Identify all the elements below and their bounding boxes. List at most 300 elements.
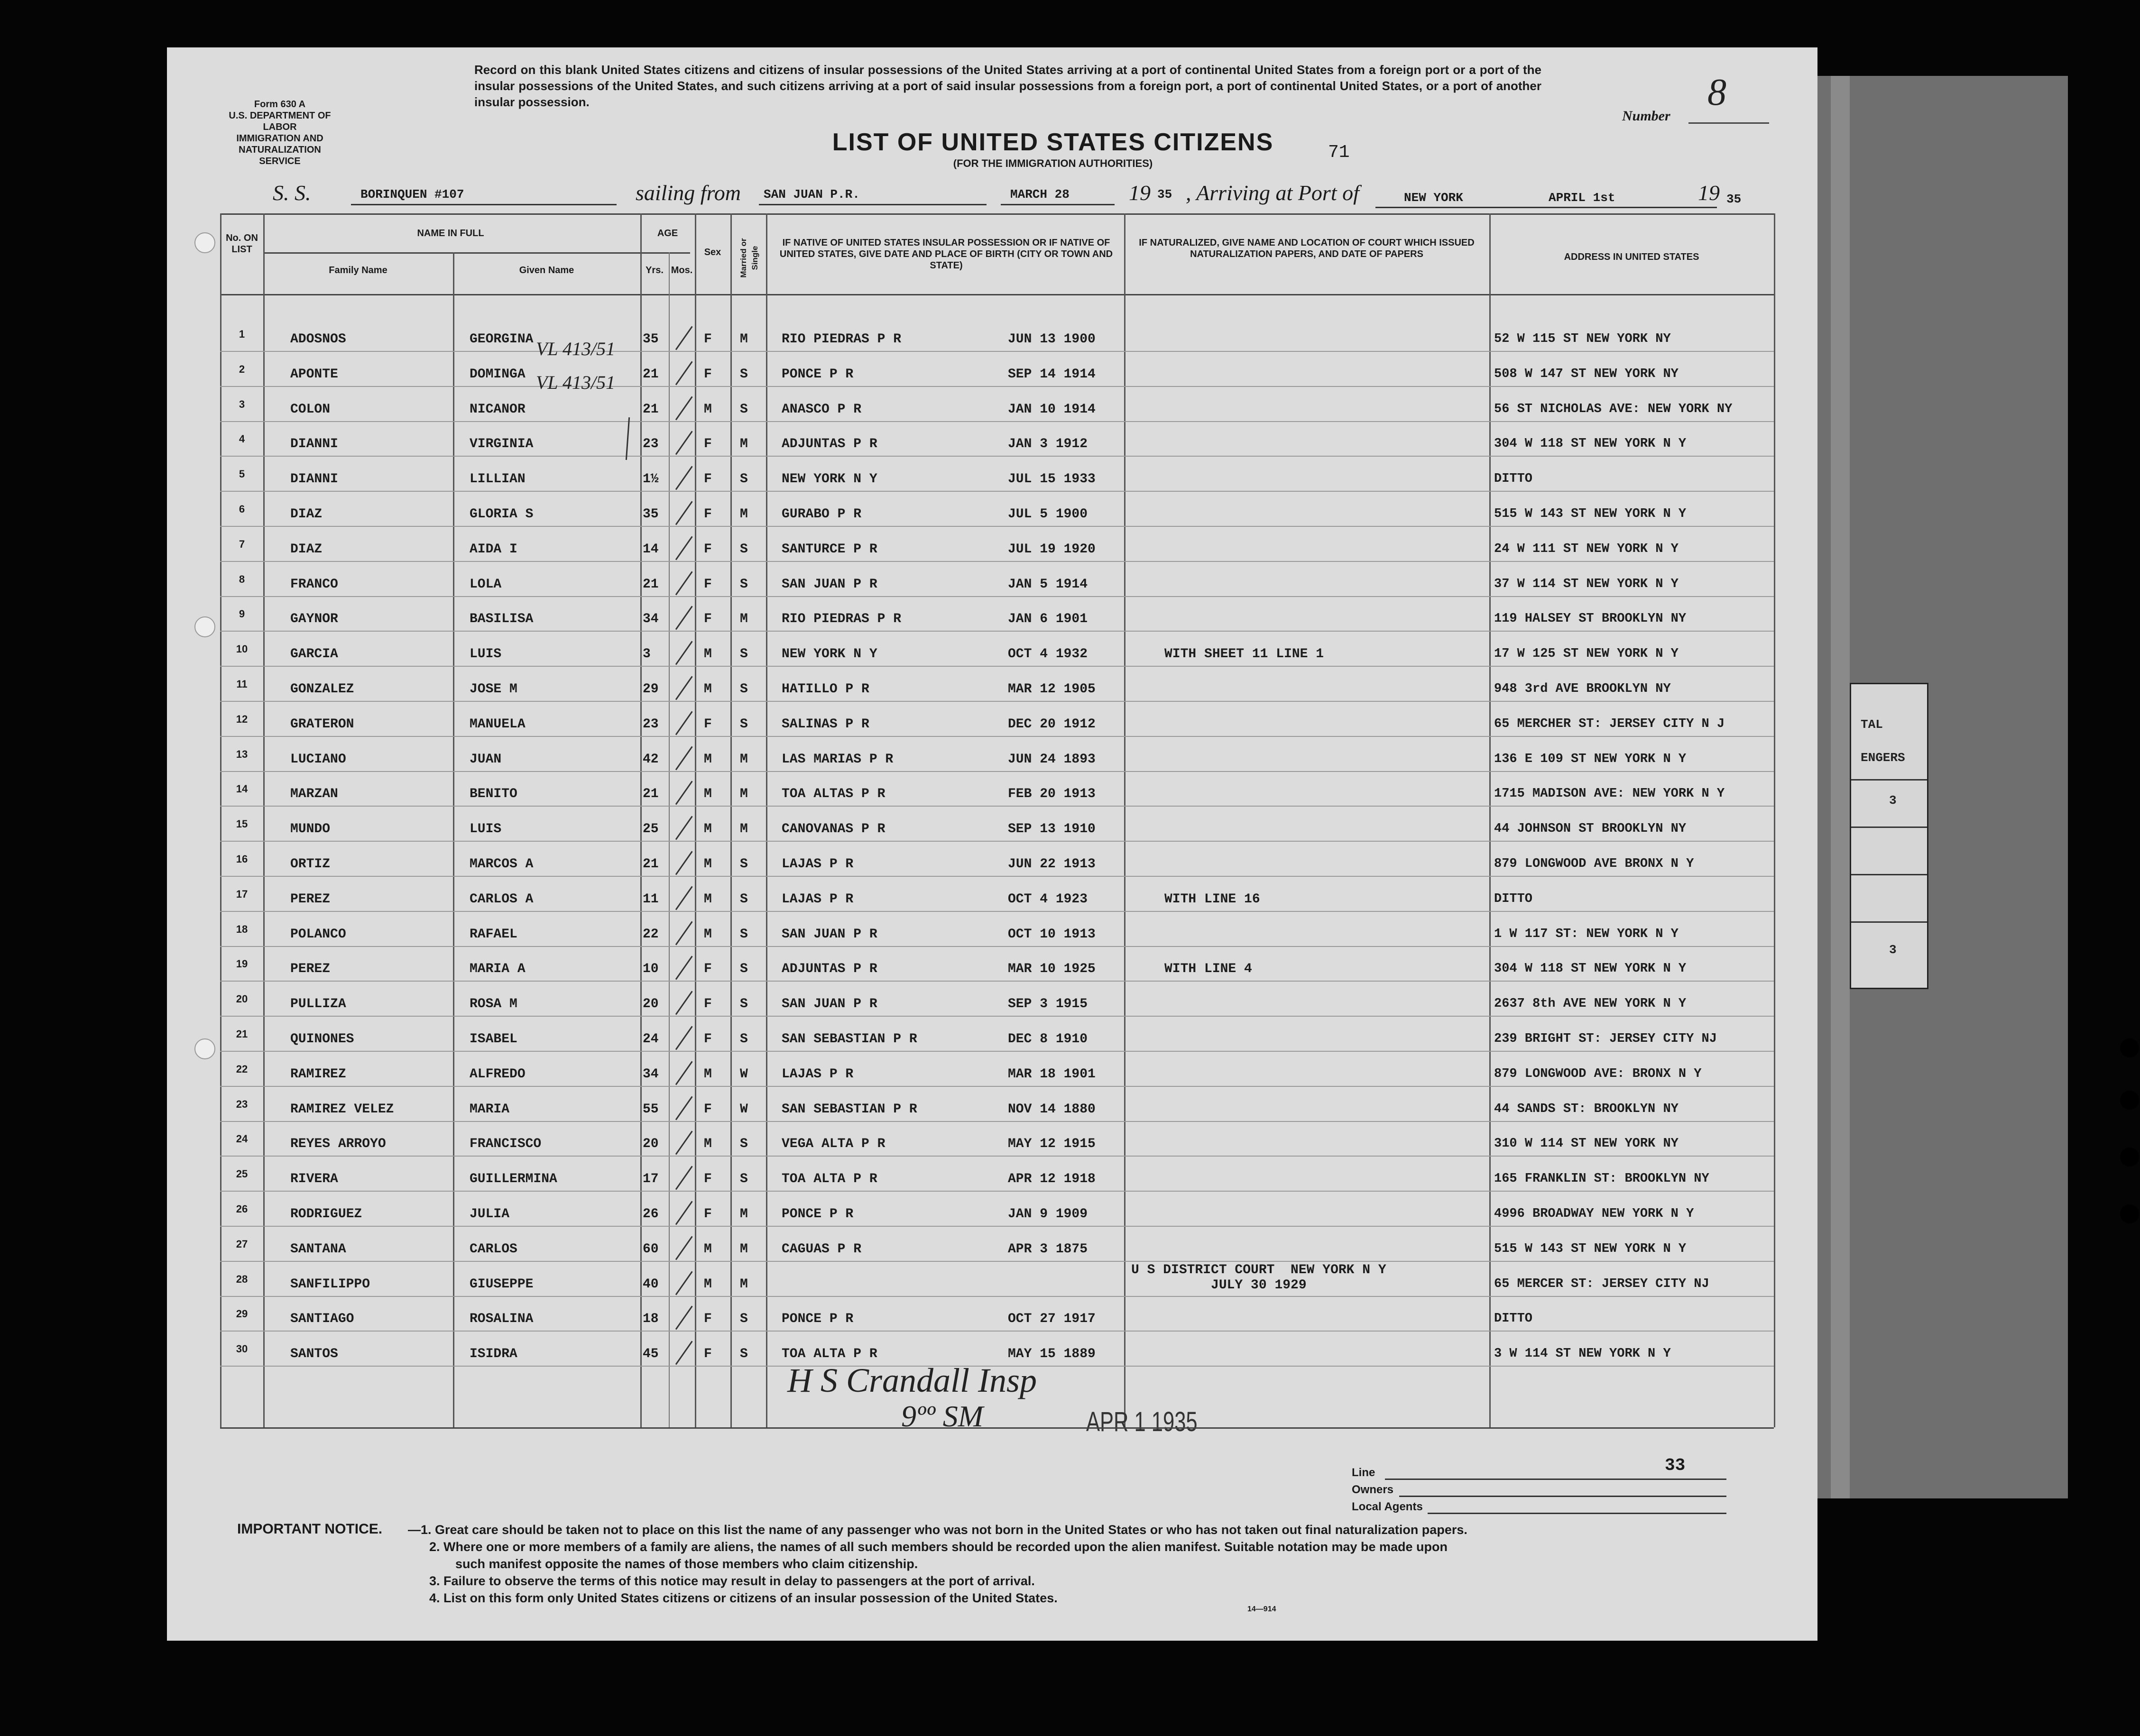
row-rule bbox=[220, 1296, 1774, 1297]
arrival-year: 35 bbox=[1726, 192, 1742, 206]
cell-ms: M bbox=[740, 822, 748, 836]
cell-naturalization: WITH LINE 16 bbox=[1164, 892, 1260, 907]
row-rule bbox=[220, 1331, 1774, 1332]
cell-place: PONCE P R bbox=[782, 367, 854, 382]
cell-sex: F bbox=[704, 367, 712, 382]
cell-sex: M bbox=[704, 857, 712, 872]
cell-ms: S bbox=[740, 402, 748, 417]
row-rule bbox=[220, 1226, 1774, 1227]
cell-given: MARIA A bbox=[470, 962, 526, 976]
handwritten-annotation: VL 413/51 bbox=[536, 338, 616, 359]
cell-ms: S bbox=[740, 1172, 748, 1186]
cell-address: DITTO bbox=[1494, 472, 1533, 486]
arrival-port: NEW YORK bbox=[1404, 191, 1463, 205]
cell-date: JUN 13 1900 bbox=[1008, 332, 1096, 347]
cell-ms: S bbox=[740, 472, 748, 487]
cell-sex: F bbox=[704, 717, 712, 732]
cell-sex: F bbox=[704, 1207, 712, 1222]
line-number: 1 bbox=[239, 328, 245, 340]
cell-date: SEP 3 1915 bbox=[1008, 997, 1088, 1011]
cell-date: MAR 10 1925 bbox=[1008, 962, 1096, 976]
cell-ms: S bbox=[740, 1347, 748, 1361]
cell-date: MAY 12 1915 bbox=[1008, 1137, 1096, 1151]
punch-hole bbox=[194, 232, 215, 253]
cell-date: MAY 15 1889 bbox=[1008, 1347, 1096, 1361]
important-notice-title: IMPORTANT NOTICE. bbox=[237, 1521, 383, 1537]
row-rule bbox=[220, 876, 1774, 877]
cell-date: JAN 3 1912 bbox=[1008, 437, 1088, 451]
form-id-line: U.S. DEPARTMENT OF LABOR bbox=[229, 110, 331, 132]
handwritten-annotation: VL 413/51 bbox=[536, 372, 616, 393]
cell-age: 18 bbox=[643, 1312, 659, 1326]
cell-sex: F bbox=[704, 1347, 712, 1361]
row-rule bbox=[220, 421, 1774, 422]
cell-given: BENITO bbox=[470, 787, 517, 801]
departure-date: MARCH 28 bbox=[1010, 187, 1070, 202]
line-label: Line bbox=[1352, 1466, 1375, 1479]
row-rule bbox=[220, 666, 1774, 667]
table-top-border bbox=[220, 213, 1774, 215]
cell-age: 26 bbox=[643, 1207, 659, 1222]
line-number: 26 bbox=[236, 1203, 248, 1215]
cell-ms: M bbox=[740, 507, 748, 522]
cell-family: POLANCO bbox=[290, 927, 346, 942]
row-rule bbox=[220, 1261, 1774, 1262]
side-card-text: ENGERS bbox=[1861, 751, 1905, 765]
cell-address: 1 W 117 ST: NEW YORK N Y bbox=[1494, 927, 1679, 941]
cell-address: 44 SANDS ST: BROOKLYN NY bbox=[1494, 1102, 1679, 1116]
line-number: 30 bbox=[236, 1343, 248, 1355]
cell-place: LAJAS P R bbox=[782, 857, 854, 872]
cell-age: 20 bbox=[643, 1137, 659, 1151]
row-rule bbox=[220, 386, 1774, 387]
cell-date: JAN 6 1901 bbox=[1008, 612, 1088, 626]
table-bottom-border bbox=[220, 1427, 1774, 1429]
cell-given: LUIS bbox=[470, 822, 502, 836]
cell-ms: M bbox=[740, 1242, 748, 1257]
cell-age: 3 bbox=[643, 647, 651, 661]
cell-given: JULIA bbox=[470, 1207, 510, 1222]
page-subtitle: (FOR THE IMMIGRATION AUTHORITIES) bbox=[953, 157, 1153, 169]
cell-date: JUN 22 1913 bbox=[1008, 857, 1096, 872]
cell-ms: S bbox=[740, 577, 748, 592]
cell-date: OCT 27 1917 bbox=[1008, 1312, 1096, 1326]
cell-sex: F bbox=[704, 577, 712, 592]
cell-address: 136 E 109 ST NEW YORK N Y bbox=[1494, 752, 1687, 766]
cell-family: SANFILIPPO bbox=[290, 1277, 370, 1292]
cell-given: CARLOS A bbox=[470, 892, 534, 907]
header-no-on-list: No. ON LIST bbox=[226, 233, 258, 255]
binder-spine bbox=[1831, 76, 1850, 1498]
line-number: 11 bbox=[236, 678, 248, 690]
cell-naturalization: WITH SHEET 11 LINE 1 bbox=[1164, 647, 1324, 661]
cell-family: GONZALEZ bbox=[290, 682, 354, 697]
cell-ms: M bbox=[740, 437, 748, 451]
line-number: 18 bbox=[236, 923, 248, 935]
cell-sex: M bbox=[704, 822, 712, 836]
cell-family: GARCIA bbox=[290, 647, 338, 661]
manifest-page bbox=[167, 47, 1817, 1641]
cell-sex: F bbox=[704, 962, 712, 976]
cell-place: CANOVANAS P R bbox=[782, 822, 886, 836]
binder-hole bbox=[2120, 1148, 2139, 1167]
cell-ms: S bbox=[740, 1312, 748, 1326]
cell-ms: S bbox=[740, 892, 748, 907]
cell-ms: S bbox=[740, 997, 748, 1011]
cell-family: RIVERA bbox=[290, 1172, 338, 1186]
cell-family: SANTANA bbox=[290, 1242, 346, 1257]
cell-address: 310 W 114 ST NEW YORK NY bbox=[1494, 1137, 1679, 1151]
inspector-signature: H S Crandall Insp bbox=[787, 1361, 1037, 1399]
cell-address: 239 BRIGHT ST: JERSEY CITY NJ bbox=[1494, 1032, 1717, 1046]
cell-address: DITTO bbox=[1494, 892, 1533, 906]
cell-naturalization: U S DISTRICT COURT NEW YORK N Y JULY 30 1929 bbox=[1131, 1263, 1386, 1293]
departure-port: SAN JUAN P.R. bbox=[764, 187, 860, 202]
cell-address: 56 ST NICHOLAS AVE: NEW YORK NY bbox=[1494, 402, 1733, 416]
cell-date: SEP 14 1914 bbox=[1008, 367, 1096, 382]
row-rule bbox=[220, 351, 1774, 352]
cell-place: CAGUAS P R bbox=[782, 1242, 862, 1257]
notice-4: 4. List on this form only United States citizens or citizens of an insular possession of the United States. bbox=[429, 1591, 1058, 1605]
cell-place: ANASCO P R bbox=[782, 402, 862, 417]
cell-given: LUIS bbox=[470, 647, 502, 661]
cell-ms: M bbox=[740, 332, 748, 347]
print-code: 14—914 bbox=[1247, 1605, 1276, 1613]
notice-1: —1. Great care should be taken not to place on this list the name of any passenger who was not born in the United States or who has not taken out final naturalization papers. bbox=[408, 1523, 1467, 1537]
binder-hole bbox=[2120, 1038, 2139, 1057]
line-number: 8 bbox=[239, 573, 245, 585]
cell-given: CARLOS bbox=[470, 1242, 517, 1257]
cell-address: 879 LONGWOOD AVE: BRONX N Y bbox=[1494, 1067, 1702, 1081]
cell-ms: S bbox=[740, 927, 748, 942]
cell-sex: M bbox=[704, 927, 712, 942]
cell-family: PEREZ bbox=[290, 962, 331, 976]
line-number: 19 bbox=[236, 958, 248, 970]
cell-age: 22 bbox=[643, 927, 659, 942]
form-identifier bbox=[228, 99, 332, 167]
cell-address: 515 W 143 ST NEW YORK N Y bbox=[1494, 1242, 1687, 1256]
row-rule bbox=[220, 1121, 1774, 1122]
notice-2: 2. Where one or more members of a family are aliens, the names of all such members should be recorded upon the alien manifest. Suitable notation may be made upon bbox=[429, 1540, 1448, 1554]
cell-address: 17 W 125 ST NEW YORK N Y bbox=[1494, 647, 1679, 661]
owners-label: Owners bbox=[1352, 1483, 1394, 1496]
cell-age: 21 bbox=[643, 857, 659, 872]
cell-place: TOA ALTAS P R bbox=[782, 787, 886, 801]
side-card-text: 3 bbox=[1889, 793, 1897, 808]
cell-age: 17 bbox=[643, 1172, 659, 1186]
row-rule bbox=[220, 701, 1774, 702]
cell-place: SAN SEBASTIAN P R bbox=[782, 1102, 917, 1117]
cell-given: NICANOR bbox=[470, 402, 526, 417]
cell-family: GRATERON bbox=[290, 717, 354, 732]
cell-family: RAMIREZ VELEZ bbox=[290, 1102, 394, 1117]
cell-place: SAN SEBASTIAN P R bbox=[782, 1032, 917, 1047]
cell-date: APR 3 1875 bbox=[1008, 1242, 1088, 1257]
cell-given: RAFAEL bbox=[470, 927, 517, 942]
row-rule bbox=[220, 1051, 1774, 1052]
cell-family: RAMIREZ bbox=[290, 1067, 346, 1082]
row-rule bbox=[220, 841, 1774, 842]
cell-family: APONTE bbox=[290, 367, 338, 382]
cell-address: 44 JOHNSON ST BROOKLYN NY bbox=[1494, 822, 1687, 836]
cell-family: LUCIANO bbox=[290, 752, 346, 767]
cell-age: 24 bbox=[643, 1032, 659, 1047]
row-rule bbox=[220, 981, 1774, 982]
cell-date: DEC 20 1912 bbox=[1008, 717, 1096, 732]
cell-ms: S bbox=[740, 542, 748, 557]
cell-date: JUL 15 1933 bbox=[1008, 472, 1096, 487]
cell-age: 10 bbox=[643, 962, 659, 976]
line-number: 15 bbox=[236, 818, 248, 830]
cell-sex: M bbox=[704, 1277, 712, 1292]
cell-ms: M bbox=[740, 787, 748, 801]
line-number: 21 bbox=[236, 1028, 248, 1040]
row-rule bbox=[220, 806, 1774, 807]
cell-ms: S bbox=[740, 1032, 748, 1047]
cell-sex: F bbox=[704, 1102, 712, 1117]
notice-2-cont: such manifest opposite the names of those members who claim citizenship. bbox=[455, 1557, 918, 1571]
cell-age: 11 bbox=[643, 892, 659, 907]
side-card-text: TAL bbox=[1861, 717, 1883, 732]
cell-sex: M bbox=[704, 787, 712, 801]
cell-date: APR 12 1918 bbox=[1008, 1172, 1096, 1186]
cell-place: RIO PIEDRAS P R bbox=[782, 612, 902, 626]
line-number: 16 bbox=[236, 853, 248, 865]
cell-given: ALFREDO bbox=[470, 1067, 526, 1082]
cell-date: OCT 10 1913 bbox=[1008, 927, 1096, 942]
cell-family: DIAZ bbox=[290, 542, 323, 557]
cell-family: PULLIZA bbox=[290, 997, 346, 1011]
cell-given: LOLA bbox=[470, 577, 502, 592]
line-number: 2 bbox=[239, 363, 245, 375]
cell-ms: M bbox=[740, 752, 748, 767]
cell-family: GAYNOR bbox=[290, 612, 338, 626]
cell-ms: M bbox=[740, 1277, 748, 1292]
cell-sex: M bbox=[704, 1067, 712, 1082]
cell-place: PONCE P R bbox=[782, 1207, 854, 1222]
cell-address: 948 3rd AVE BROOKLYN NY bbox=[1494, 682, 1671, 696]
cell-sex: M bbox=[704, 752, 712, 767]
header-naturalization: IF NATURALIZED, GIVE NAME AND LOCATION OF COURT WHICH ISSUED NATURALIZATION PAPERS, AND DATE OF PAPERS bbox=[1139, 238, 1475, 259]
cell-address: 1715 MADISON AVE: NEW YORK N Y bbox=[1494, 787, 1725, 801]
cell-address: 304 W 118 ST NEW YORK N Y bbox=[1494, 437, 1687, 451]
cell-sex: F bbox=[704, 612, 712, 626]
cell-sex: F bbox=[704, 1312, 712, 1326]
cell-age: 1½ bbox=[643, 472, 659, 487]
cell-ms: S bbox=[740, 1137, 748, 1151]
cell-address: 37 W 114 ST NEW YORK N Y bbox=[1494, 577, 1679, 591]
cell-given: FRANCISCO bbox=[470, 1137, 542, 1151]
row-rule bbox=[220, 736, 1774, 737]
cell-given: ROSA M bbox=[470, 997, 517, 1011]
notice-3: 3. Failure to observe the terms of this notice may result in delay to passengers at the port of arrival. bbox=[429, 1574, 1035, 1588]
cell-place: SALINAS P R bbox=[782, 717, 869, 732]
row-rule bbox=[220, 1016, 1774, 1017]
cell-address: 165 FRANKLIN ST: BROOKLYN NY bbox=[1494, 1172, 1709, 1186]
line-number: 5 bbox=[239, 468, 245, 480]
line-number: 22 bbox=[236, 1063, 248, 1075]
row-rule bbox=[220, 491, 1774, 492]
cell-ms: M bbox=[740, 612, 748, 626]
line-number: 27 bbox=[236, 1238, 248, 1250]
line-number: 17 bbox=[236, 888, 248, 900]
cell-sex: M bbox=[704, 1137, 712, 1151]
cell-place: SANTURCE P R bbox=[782, 542, 877, 557]
line-number: 7 bbox=[239, 538, 245, 550]
cell-given: GEORGINA bbox=[470, 332, 534, 347]
cell-family: COLON bbox=[290, 402, 331, 417]
cell-address: 3 W 114 ST NEW YORK N Y bbox=[1494, 1347, 1671, 1361]
number-underline bbox=[1688, 122, 1769, 124]
row-rule bbox=[220, 946, 1774, 947]
row-rule bbox=[220, 1156, 1774, 1157]
cell-sex: M bbox=[704, 402, 712, 417]
cell-place: VEGA ALTA P R bbox=[782, 1137, 886, 1151]
line-number: 24 bbox=[236, 1133, 248, 1145]
cell-place: ADJUNTAS P R bbox=[782, 437, 877, 451]
cell-place: SAN JUAN P R bbox=[782, 577, 877, 592]
line-number: 9 bbox=[239, 608, 245, 620]
cell-place: LAJAS P R bbox=[782, 892, 854, 907]
cell-family: DIAZ bbox=[290, 507, 323, 522]
record-instructions: Record on this blank United States citizens and citizens of insular possessions of the United States arriving at a port of continental United States from a foreign port or a port of the insular possessions of the United States, and such citizens arriving at a port of said insular possessions from a foreign port, a port of continental United States, or a port of another insular possession. bbox=[474, 63, 1541, 109]
cell-given: GIUSEPPE bbox=[470, 1277, 534, 1292]
cell-given: ROSALINA bbox=[470, 1312, 534, 1326]
cell-sex: M bbox=[704, 1242, 712, 1257]
cell-place: NEW YORK N Y bbox=[782, 472, 877, 487]
cell-address: DITTO bbox=[1494, 1312, 1533, 1326]
cell-ms: W bbox=[740, 1067, 748, 1082]
cell-sex: F bbox=[704, 542, 712, 557]
cell-age: 25 bbox=[643, 822, 659, 836]
row-rule bbox=[220, 561, 1774, 562]
cell-given: JOSE M bbox=[470, 682, 517, 697]
cell-family: SANTOS bbox=[290, 1347, 338, 1361]
cell-address: 515 W 143 ST NEW YORK N Y bbox=[1494, 507, 1687, 521]
header-name-in-full: NAME IN FULL bbox=[417, 228, 484, 239]
cell-age: 35 bbox=[643, 332, 659, 347]
cell-date: DEC 8 1910 bbox=[1008, 1032, 1088, 1047]
cell-place: HATILLO P R bbox=[782, 682, 869, 697]
cell-address: 65 MERCHER ST: JERSEY CITY N J bbox=[1494, 717, 1725, 731]
cell-place: NEW YORK N Y bbox=[782, 647, 877, 661]
cell-ms: S bbox=[740, 717, 748, 732]
row-rule bbox=[220, 1191, 1774, 1192]
cell-given: ISIDRA bbox=[470, 1347, 517, 1361]
cell-address: 24 W 111 ST NEW YORK N Y bbox=[1494, 542, 1679, 556]
row-rule bbox=[220, 456, 1774, 457]
header-mos: Mos. bbox=[671, 265, 693, 276]
cell-place: LAS MARIAS P R bbox=[782, 752, 894, 767]
cell-ms: W bbox=[740, 1102, 748, 1117]
year-prefix: 19 bbox=[1129, 181, 1151, 205]
cell-sex: M bbox=[704, 892, 712, 907]
cell-sex: F bbox=[704, 507, 712, 522]
cell-sex: F bbox=[704, 332, 712, 347]
cell-given: GLORIA S bbox=[470, 507, 534, 522]
sailing-label: sailing from bbox=[636, 181, 741, 205]
side-tally-card bbox=[1850, 683, 1928, 989]
inspector-initials: 9ºº SM bbox=[901, 1399, 983, 1433]
cell-given: ISABEL bbox=[470, 1032, 517, 1047]
header-sex: Sex bbox=[704, 247, 721, 257]
cell-sex: M bbox=[704, 647, 712, 661]
cell-date: MAR 12 1905 bbox=[1008, 682, 1096, 697]
cell-age: 45 bbox=[643, 1347, 659, 1361]
cell-date: JAN 9 1909 bbox=[1008, 1207, 1088, 1222]
line-number: 29 bbox=[236, 1308, 248, 1320]
cell-age: 21 bbox=[643, 367, 659, 382]
cell-age: 23 bbox=[643, 717, 659, 732]
cell-sex: M bbox=[704, 682, 712, 697]
cell-ms: S bbox=[740, 682, 748, 697]
cell-place: SAN JUAN P R bbox=[782, 997, 877, 1011]
line-value: 33 bbox=[1665, 1456, 1686, 1475]
cell-place: GURABO P R bbox=[782, 507, 862, 522]
cell-place: SAN JUAN P R bbox=[782, 927, 877, 942]
cell-address: 304 W 118 ST NEW YORK N Y bbox=[1494, 962, 1687, 976]
row-rule bbox=[220, 911, 1774, 912]
punch-hole bbox=[194, 1038, 215, 1059]
page-title: LIST OF UNITED STATES CITIZENS bbox=[832, 129, 1274, 156]
row-rule bbox=[220, 596, 1774, 597]
name-header-divider bbox=[263, 252, 690, 254]
ss-label: S. S. bbox=[273, 181, 311, 205]
cell-age: 55 bbox=[643, 1102, 659, 1117]
binder-hole bbox=[2120, 1204, 2139, 1223]
cell-place: TOA ALTA P R bbox=[782, 1347, 877, 1361]
number-label: Number bbox=[1622, 108, 1670, 124]
cell-address: 4996 BROADWAY NEW YORK N Y bbox=[1494, 1207, 1694, 1221]
header-given-name: Given Name bbox=[519, 265, 574, 276]
arriving-label: , Arriving at Port of bbox=[1186, 181, 1359, 205]
cell-ms: S bbox=[740, 367, 748, 382]
cell-given: VIRGINIA bbox=[470, 437, 534, 451]
cell-family: PEREZ bbox=[290, 892, 331, 907]
cell-date: SEP 13 1910 bbox=[1008, 822, 1096, 836]
cell-age: 21 bbox=[643, 787, 659, 801]
line-number: 6 bbox=[239, 503, 245, 515]
line-number: 4 bbox=[239, 433, 245, 445]
row-rule bbox=[220, 631, 1774, 632]
cell-given: MANUELA bbox=[470, 717, 526, 732]
cell-place: RIO PIEDRAS P R bbox=[782, 332, 902, 347]
cell-sex: F bbox=[704, 472, 712, 487]
cell-date: FEB 20 1913 bbox=[1008, 787, 1096, 801]
row-rule bbox=[220, 771, 1774, 772]
cell-given: GUILLERMINA bbox=[470, 1172, 557, 1186]
row-rule bbox=[220, 1086, 1774, 1087]
cell-place: ADJUNTAS P R bbox=[782, 962, 877, 976]
line-number: 13 bbox=[236, 748, 248, 760]
cell-given: AIDA I bbox=[470, 542, 517, 557]
line-number: 3 bbox=[239, 398, 245, 410]
cell-sex: F bbox=[704, 437, 712, 451]
side-card-text: 3 bbox=[1889, 943, 1897, 957]
year-prefix-arrival: 19 bbox=[1698, 181, 1720, 205]
cell-place: PONCE P R bbox=[782, 1312, 854, 1326]
number-value: 8 bbox=[1707, 72, 1726, 113]
cell-age: 20 bbox=[643, 997, 659, 1011]
local-agents-label: Local Agents bbox=[1352, 1500, 1423, 1513]
cell-given: LILLIAN bbox=[470, 472, 526, 487]
header-yrs: Yrs. bbox=[646, 265, 664, 276]
cell-family: ORTIZ bbox=[290, 857, 331, 872]
cell-age: 21 bbox=[643, 402, 659, 417]
cell-age: 35 bbox=[643, 507, 659, 522]
line-number: 28 bbox=[236, 1273, 248, 1285]
arrival-date-stamp: APR 1 1935 bbox=[1086, 1406, 1198, 1437]
